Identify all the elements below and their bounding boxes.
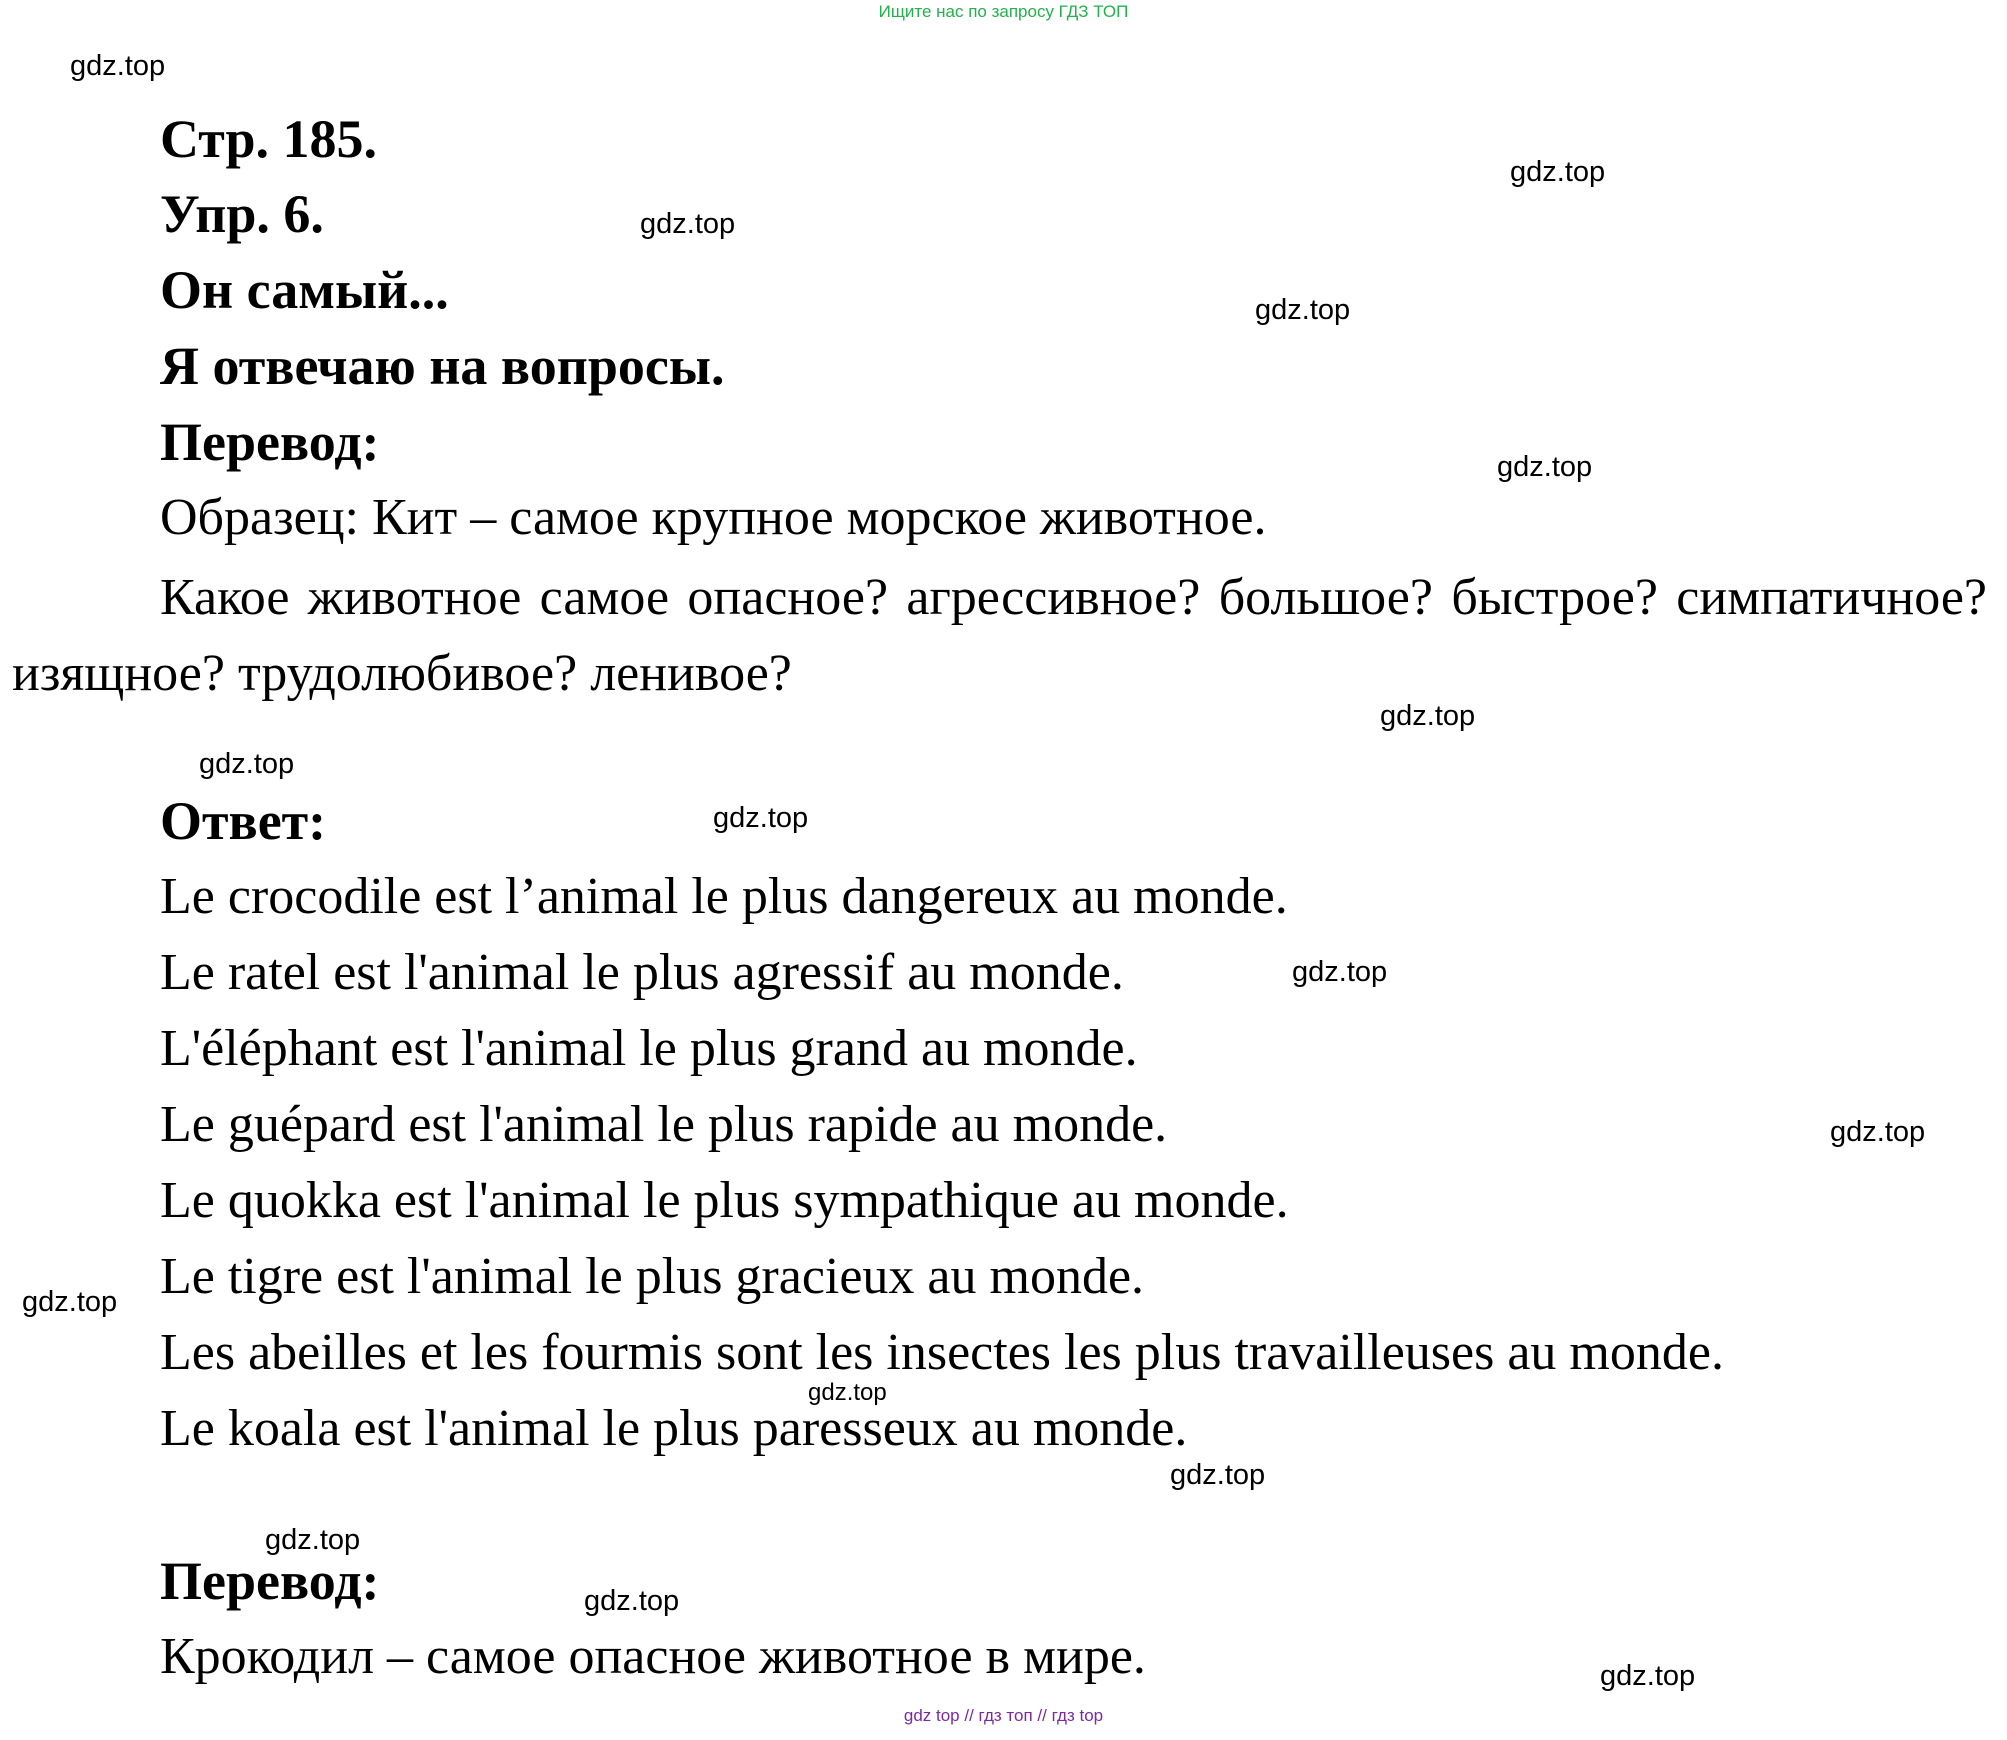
footer-link-gdz-top-mixed[interactable]: гдз top <box>1051 1706 1104 1725</box>
watermark: gdz.top <box>1830 1116 1926 1148</box>
answer-line: Le crocodile est l’animal le plus dangereux au monde. <box>160 868 1288 925</box>
task-question: Какое животное самое опасное? агрессивное? большое? быстрое? симпатичное? изящное? трудолюбивое? ленивое? <box>12 569 1987 702</box>
answer-line: Le quokka est l'animal le plus sympathique au monde. <box>160 1172 1289 1229</box>
watermark: gdz.top <box>1380 700 1476 732</box>
exercise-title: Он самый... <box>160 260 449 320</box>
watermark: gdz.top <box>1510 156 1606 188</box>
watermark: gdz.top <box>265 1524 361 1556</box>
answer-line: Le ratel est l'animal le plus agressif au monde. <box>160 944 1124 1001</box>
answer-line: Les abeilles et les fourmis sont les insectes les plus travailleuses au monde. <box>160 1324 1724 1381</box>
page-number-heading: Стр. 185. <box>160 109 378 169</box>
watermark: gdz.top <box>1170 1459 1266 1491</box>
watermark: gdz.top <box>22 1286 118 1318</box>
answer-line: Le tigre est l'animal le plus gracieux au monde. <box>160 1248 1145 1305</box>
translation-line: Крокодил – самое опасное животное в мире. <box>160 1628 1146 1685</box>
answer-line: L'éléphant est l'animal le plus grand au monde. <box>160 1020 1138 1077</box>
watermark: gdz.top <box>1600 1660 1696 1692</box>
watermark: gdz.top <box>584 1585 680 1617</box>
watermark: gdz.top <box>1292 956 1388 988</box>
footer-separator: // <box>959 1706 979 1725</box>
search-banner-text: Ищите нас по запросу ГДЗ ТОП <box>878 2 1129 21</box>
footer-link-gdz-top[interactable]: gdz top <box>903 1706 960 1725</box>
answer-line: Le guépard est l'animal le plus rapide au monde. <box>160 1096 1168 1153</box>
answer-label: Ответ: <box>160 791 327 851</box>
footer-link-gdz-top-ru[interactable]: гдз топ <box>978 1706 1033 1725</box>
watermark: gdz.top <box>713 802 809 834</box>
exercise-number-heading: Упр. 6. <box>160 184 324 244</box>
search-banner <box>0 2 2007 22</box>
watermark: gdz.top <box>199 748 295 780</box>
exercise-subtitle: Я отвечаю на вопросы. <box>160 336 725 396</box>
answer-line: Le koala est l'animal le plus paresseux au monde. <box>160 1400 1188 1457</box>
watermark: gdz.top <box>1497 451 1593 483</box>
footer-links <box>0 1706 2007 1726</box>
translation-label-answer: Перевод: <box>160 1551 380 1611</box>
watermark: gdz.top <box>808 1379 887 1406</box>
translation-label: Перевод: <box>160 412 380 472</box>
watermark: gdz.top <box>70 50 166 82</box>
watermark: gdz.top <box>1255 294 1351 326</box>
watermark: gdz.top <box>640 208 736 240</box>
footer-separator: // <box>1032 1706 1052 1725</box>
sample-sentence: Образец: Кит – самое крупное морское животное. <box>160 489 1267 546</box>
